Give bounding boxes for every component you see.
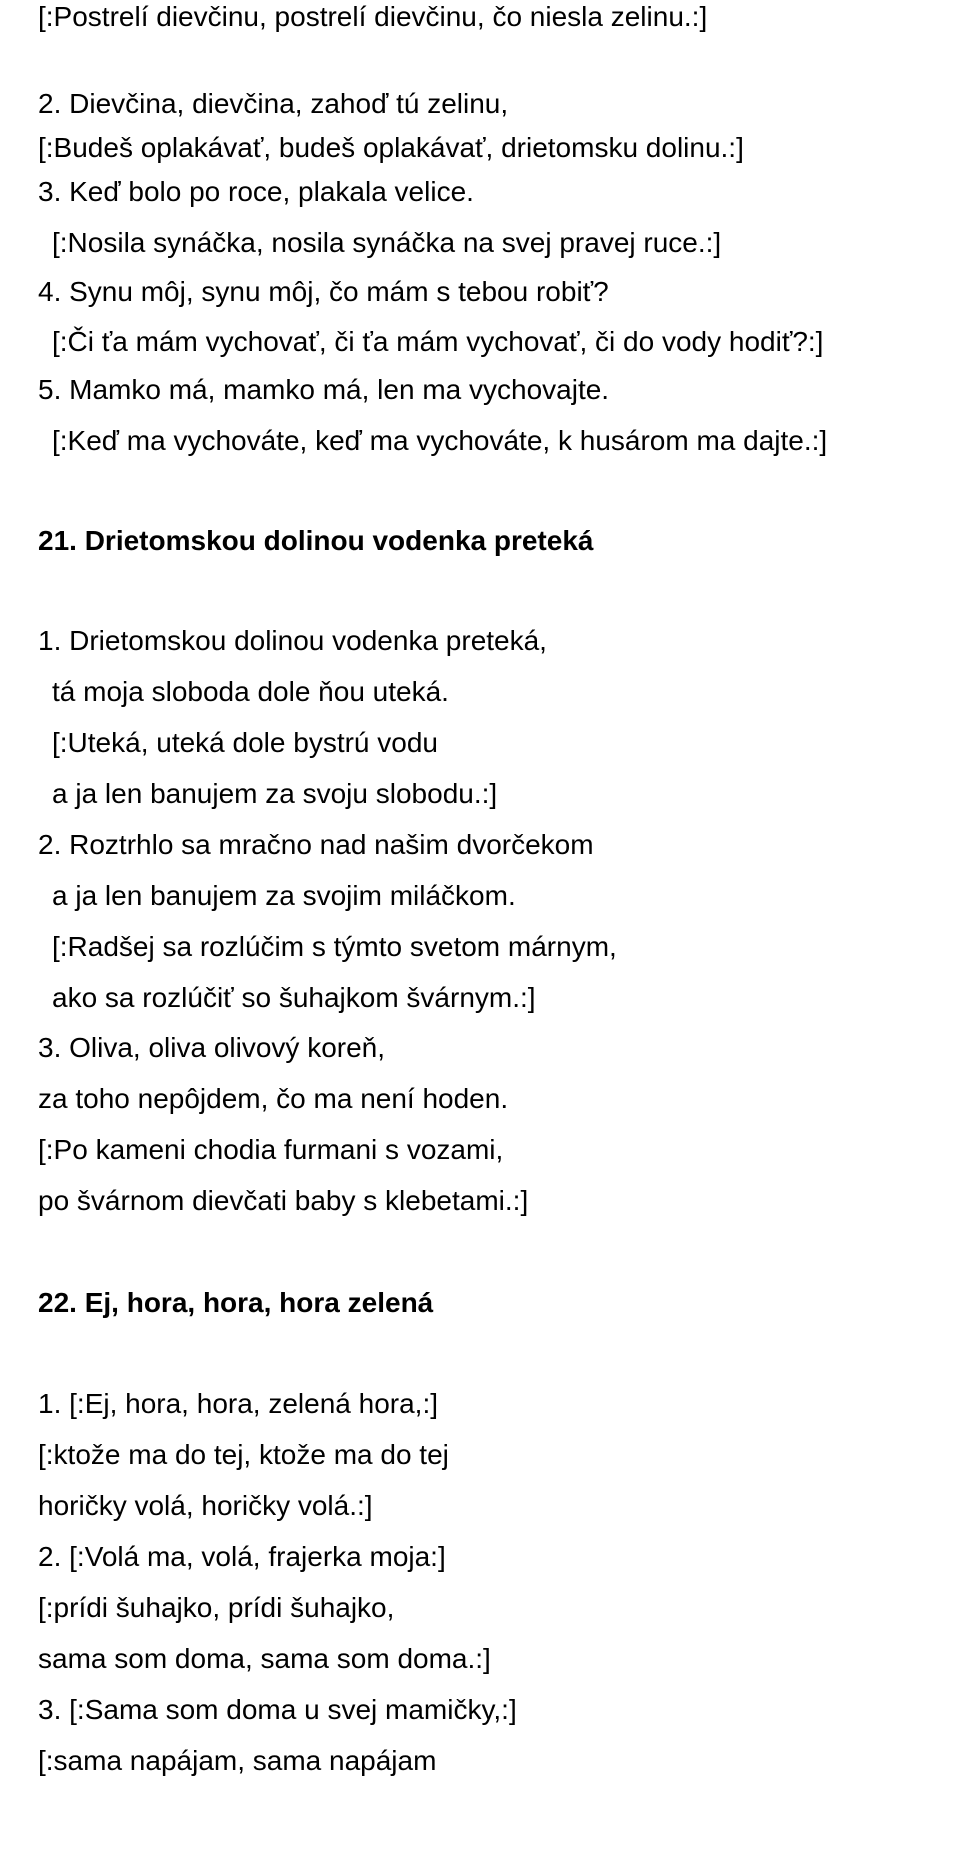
song22-title: 22. Ej, hora, hora, hora zelená xyxy=(38,1287,434,1318)
song21-line: [:Uteká, uteká dole bystrú vodu xyxy=(52,727,438,758)
song20-line: 5. Mamko má, mamko má, len ma vychovajte. xyxy=(38,374,610,405)
song22-line: horičky volá, horičky volá.:] xyxy=(38,1490,373,1521)
song21-line: ako sa rozlúčiť so šuhajkom švárnym.:] xyxy=(52,982,536,1013)
song21-line: 2. Roztrhlo sa mračno nad našim dvorčekom xyxy=(38,829,594,860)
song21-line: [:Radšej sa rozlúčim s týmto svetom márnym, xyxy=(52,931,617,962)
song21-line: tá moja sloboda dole ňou uteká. xyxy=(52,676,449,707)
song21-line: a ja len banujem za svoju slobodu.:] xyxy=(52,778,498,809)
song20-line: [:Nosila synáčka, nosila synáčka na svej pravej ruce.:] xyxy=(52,227,722,258)
song20-line: 3. Keď bolo po roce, plakala velice. xyxy=(38,176,474,207)
song20-line: 2. Dievčina, dievčina, zahoď tú zelinu, xyxy=(38,88,509,119)
song21-line: po švárnom dievčati baby s klebetami.:] xyxy=(38,1185,529,1216)
song22-line: [:ktože ma do tej, ktože ma do tej xyxy=(38,1439,449,1470)
song20-line: [:Budeš oplakávať, budeš oplakávať, drietomsku dolinu.:] xyxy=(38,132,744,163)
song20-line: [:Postrelí dievčinu, postrelí dievčinu, čo niesla zelinu.:] xyxy=(38,1,708,32)
song21-title: 21. Drietomskou dolinou vodenka preteká xyxy=(38,525,594,556)
song22-line: 1. [:Ej, hora, hora, zelená hora,:] xyxy=(38,1388,439,1419)
song21-line: 1. Drietomskou dolinou vodenka preteká, xyxy=(38,625,547,656)
song21-line: [:Po kameni chodia furmani s vozami, xyxy=(38,1134,504,1165)
song20-line: 4. Synu môj, synu môj, čo mám s tebou robiť? xyxy=(38,276,609,307)
song22-line: [:sama napájam, sama napájam xyxy=(38,1745,437,1776)
song20-line: [:Či ťa mám vychovať, či ťa mám vychovať, či do vody hodiť?:] xyxy=(52,326,824,357)
song22-line: 3. [:Sama som doma u svej mamičky,:] xyxy=(38,1694,517,1725)
song20-line: [:Keď ma vychováte, keď ma vychováte, k husárom ma dajte.:] xyxy=(52,425,828,456)
song22-line: [:prídi šuhajko, prídi šuhajko, xyxy=(38,1592,395,1623)
song21-line: 3. Oliva, oliva olivový koreň, xyxy=(38,1032,386,1063)
song22-line: sama som doma, sama som doma.:] xyxy=(38,1643,491,1674)
song21-line: a ja len banujem za svojim miláčkom. xyxy=(52,880,516,911)
song22-line: 2. [:Volá ma, volá, frajerka moja:] xyxy=(38,1541,446,1572)
song21-line: za toho nepôjdem, čo ma není hoden. xyxy=(38,1083,509,1114)
